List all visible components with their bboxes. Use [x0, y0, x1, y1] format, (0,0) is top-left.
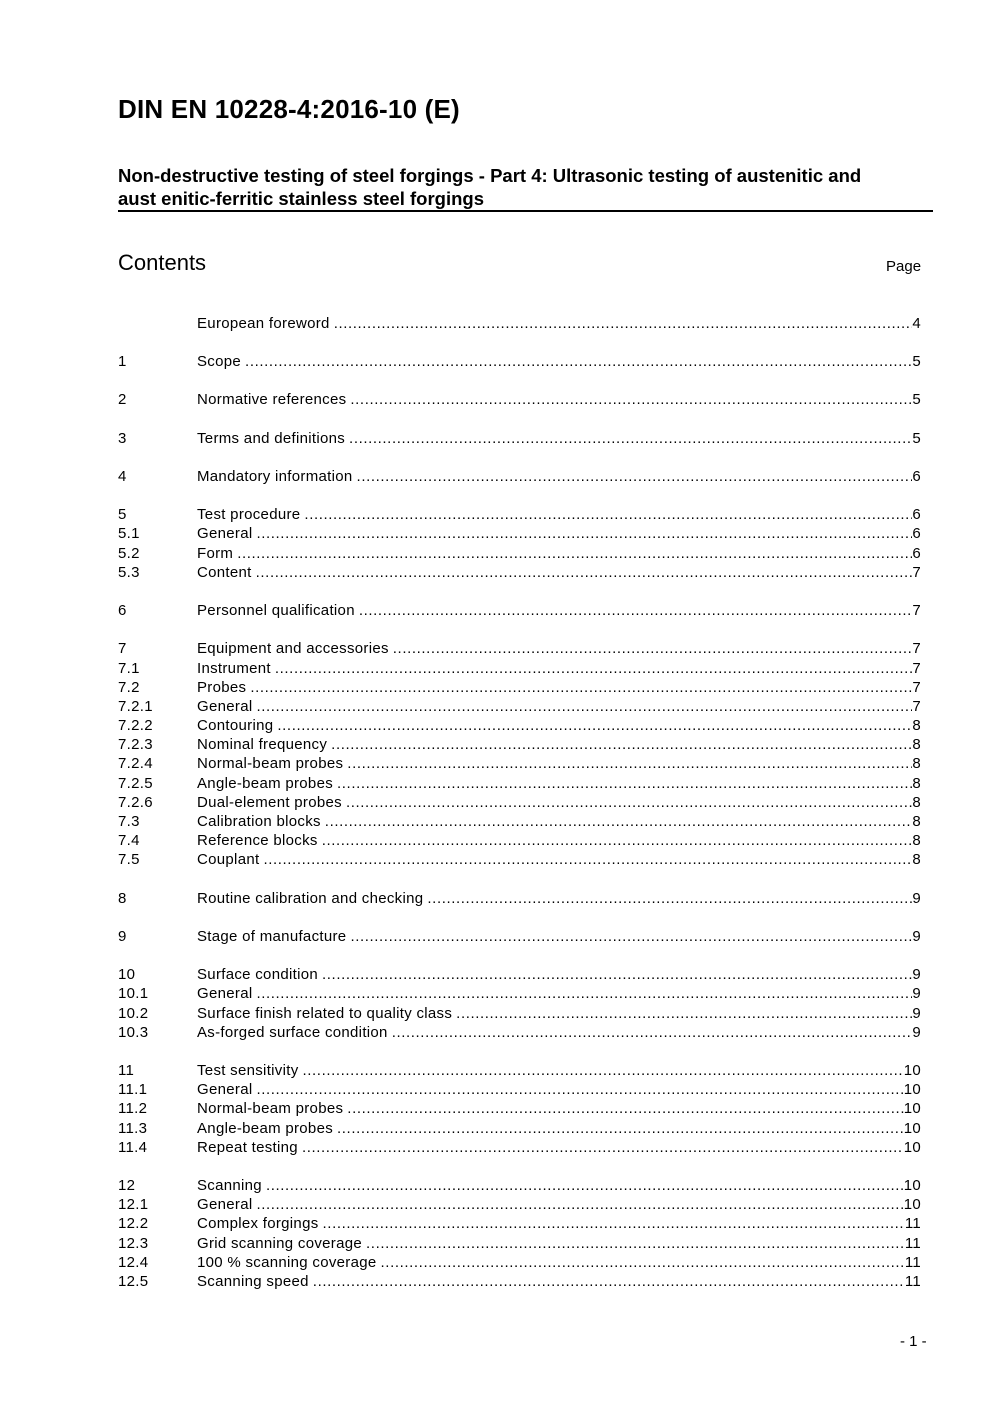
- toc-entry-leader: [337, 775, 912, 792]
- toc-entry-number: 7.5: [118, 851, 140, 868]
- document-subtitle: [118, 164, 933, 210]
- toc-entry-number: 7.2.4: [118, 755, 153, 772]
- toc-entry-page: 11: [904, 1273, 921, 1290]
- toc-entry-number: 10: [118, 966, 136, 983]
- toc-entry-page: 4: [912, 315, 921, 332]
- toc-entry-number: 7.4: [118, 832, 140, 849]
- toc-entry[interactable]: [118, 736, 921, 755]
- toc-entry[interactable]: [118, 1005, 921, 1024]
- toc-entry-page: 10: [903, 1177, 921, 1194]
- subtitle-line-2: aust enitic-ferritic stainless steel forgings: [118, 188, 484, 209]
- toc-entry-leader: [331, 736, 912, 753]
- toc-entry[interactable]: [118, 430, 921, 449]
- toc-entry[interactable]: [118, 794, 921, 813]
- contents-heading: Contents: [118, 250, 207, 275]
- toc-entry-page: 7: [912, 640, 921, 657]
- toc-entry-page: 7: [912, 660, 921, 677]
- toc-entry-page: 10: [903, 1196, 921, 1213]
- toc-entry-page: 6: [912, 468, 921, 485]
- page-column-heading: Page: [886, 258, 922, 275]
- toc-entry[interactable]: [118, 1196, 921, 1215]
- toc-entry-leader: [304, 506, 912, 523]
- toc-entry-leader: [256, 1081, 903, 1098]
- toc-entry[interactable]: [118, 315, 921, 334]
- toc-entry-page: 8: [912, 832, 921, 849]
- toc-entry-page: 11: [904, 1254, 921, 1271]
- toc-entry-leader: [275, 660, 912, 677]
- toc-entry[interactable]: [118, 1081, 921, 1100]
- toc-entry-number: 4: [118, 468, 127, 485]
- toc-entry-number: 7.2: [118, 679, 140, 696]
- toc-entry-number: 2: [118, 391, 127, 408]
- toc-entry-title: Reference blocks: [197, 832, 318, 849]
- toc-entry-title: Form: [197, 545, 234, 562]
- toc-entry-number: 5.3: [118, 564, 140, 581]
- toc-entry-leader: [346, 794, 912, 811]
- toc-entry[interactable]: [118, 985, 921, 1004]
- toc-entry-leader: [237, 545, 912, 562]
- toc-entry-title: Dual-element probes: [197, 794, 342, 811]
- toc-entry-title: Stage of manufacture: [197, 928, 347, 945]
- toc-entry-leader: [456, 1005, 912, 1022]
- toc-entry-title: Couplant: [197, 851, 260, 868]
- toc-entry-leader: [256, 698, 912, 715]
- toc-entry-page: 7: [912, 698, 921, 715]
- toc-entry-number: 12.2: [118, 1215, 149, 1232]
- toc-entry-title: Scanning speed: [197, 1273, 309, 1290]
- toc-entry[interactable]: [118, 391, 921, 410]
- toc-entry-leader: [325, 813, 913, 830]
- toc-entry-page: 11: [904, 1215, 921, 1232]
- toc-entry-leader: [350, 928, 912, 945]
- toc-entry[interactable]: [118, 1062, 921, 1081]
- toc-entry[interactable]: [118, 851, 921, 870]
- toc-entry-page: 10: [903, 1062, 921, 1079]
- toc-entry-leader: [359, 602, 913, 619]
- toc-entry[interactable]: [118, 602, 921, 621]
- toc-entry-title: General: [197, 1196, 253, 1213]
- toc-entry-title: General: [197, 698, 253, 715]
- toc-entry-number: 3: [118, 430, 127, 447]
- toc-entry-page: 6: [912, 506, 921, 523]
- toc-entry-page: 9: [912, 928, 921, 945]
- toc-entry[interactable]: [118, 660, 921, 679]
- toc-entry[interactable]: [118, 717, 921, 736]
- toc-entry-leader: [313, 1273, 905, 1290]
- toc-entry-leader: [277, 717, 912, 734]
- toc-entry-leader: [250, 679, 912, 696]
- toc-entry-title: Nominal frequency: [197, 736, 328, 753]
- toc-entry-page: 9: [912, 890, 921, 907]
- toc-entry-title: Contouring: [197, 717, 274, 734]
- toc-entry[interactable]: [118, 1139, 921, 1158]
- toc-entry-number: 7.2.3: [118, 736, 153, 753]
- toc-entry-page: 10: [903, 1081, 921, 1098]
- toc-entry-leader: [323, 1215, 905, 1232]
- toc-entry-leader: [337, 1120, 904, 1137]
- toc-entry-number: 12.4: [118, 1254, 149, 1271]
- toc-entry-leader: [266, 1177, 904, 1194]
- toc-entry-leader: [303, 1062, 904, 1079]
- toc-entry-page: 8: [912, 755, 921, 772]
- toc-entry-number: 9: [118, 928, 127, 945]
- toc-entry-number: 5.2: [118, 545, 140, 562]
- toc-entry-title: Normal-beam probes: [197, 1100, 344, 1117]
- toc-entry-page: 10: [903, 1139, 921, 1156]
- toc-entry-number: 11.2: [118, 1100, 148, 1117]
- title-divider: [118, 210, 933, 212]
- toc-entry-page: 8: [912, 813, 921, 830]
- toc-entry-leader: [347, 1100, 903, 1117]
- toc-entry-number: 5.1: [118, 525, 140, 542]
- toc-entry[interactable]: [118, 1100, 921, 1119]
- toc-entry-page: 9: [912, 985, 921, 1002]
- toc-entry-leader: [256, 525, 912, 542]
- toc-entry-title: Test sensitivity: [197, 1062, 299, 1079]
- toc-entry[interactable]: [118, 1215, 921, 1234]
- toc-entry[interactable]: [118, 1177, 921, 1196]
- toc-entry-number: 11: [118, 1062, 135, 1079]
- toc-entry-page: 8: [912, 717, 921, 734]
- toc-entry-number: 7.2.5: [118, 775, 153, 792]
- toc-entry[interactable]: [118, 640, 921, 659]
- toc-entry-number: 7: [118, 640, 127, 657]
- toc-entry-number: 10.1: [118, 985, 149, 1002]
- toc-entry-leader: [322, 832, 913, 849]
- toc-entry-title: 100 % scanning coverage: [197, 1254, 377, 1271]
- toc-entry-page: 8: [912, 775, 921, 792]
- toc-entry-title: Complex forgings: [197, 1215, 319, 1232]
- toc-entry-leader: [256, 1196, 903, 1213]
- toc-entry-page: 7: [912, 679, 921, 696]
- toc-entry-number: 12: [118, 1177, 136, 1194]
- toc-entry[interactable]: [118, 468, 921, 487]
- toc-entry-title: General: [197, 525, 253, 542]
- toc-entry-title: Terms and definitions: [197, 430, 346, 447]
- toc-entry-title: Instrument: [197, 660, 271, 677]
- toc-entry-title: Content: [197, 564, 252, 581]
- toc-entry-page: 5: [912, 353, 921, 370]
- toc-entry-leader: [392, 1024, 913, 1041]
- toc-entry-title: Surface condition: [197, 966, 319, 983]
- toc-entry-title: Angle-beam probes: [197, 1120, 334, 1137]
- toc-entry[interactable]: [118, 1273, 921, 1292]
- toc-entry-number: 12.1: [118, 1196, 149, 1213]
- toc-entry-leader: [427, 890, 912, 907]
- toc-entry-page: 8: [912, 851, 921, 868]
- toc-entry[interactable]: [118, 890, 921, 909]
- toc-entry-leader: [393, 640, 913, 657]
- toc-entry-title: Normative references: [197, 391, 347, 408]
- toc-entry-page: 10: [903, 1120, 921, 1137]
- toc-entry-leader: [302, 1139, 904, 1156]
- toc-entry-leader: [357, 468, 913, 485]
- toc-entry-page: 9: [912, 966, 921, 983]
- toc-entry[interactable]: [118, 832, 921, 851]
- toc-entry-title: Surface finish related to quality class: [197, 1005, 453, 1022]
- toc-entry-leader: [322, 966, 912, 983]
- toc-entry-page: 6: [912, 545, 921, 562]
- toc-entry-number: 11.1: [118, 1081, 148, 1098]
- toc-entry-number: 7.1: [118, 660, 140, 677]
- toc-entry[interactable]: [118, 679, 921, 698]
- toc-entry-title: Scanning: [197, 1177, 262, 1194]
- toc-entry[interactable]: [118, 1120, 921, 1139]
- toc-entry-page: 7: [912, 564, 921, 581]
- toc-entry-leader: [263, 851, 912, 868]
- subtitle-line-1: Non-destructive testing of steel forgings - Part 4: Ultrasonic testing of austenitic and: [118, 165, 862, 186]
- toc-entry-number: 10.2: [118, 1005, 149, 1022]
- toc-entry[interactable]: [118, 698, 921, 717]
- toc-entry-number: 1: [118, 353, 127, 370]
- toc-entry-number: 7.2.2: [118, 717, 153, 734]
- toc-entry-page: 11: [904, 1235, 921, 1252]
- toc-entry-number: 11.3: [118, 1120, 148, 1137]
- toc-entry-page: 9: [912, 1024, 921, 1041]
- toc-entry-number: 5: [118, 506, 127, 523]
- toc-entry-page: 6: [912, 525, 921, 542]
- toc-entry-title: Mandatory information: [197, 468, 353, 485]
- toc-entry-number: 11.4: [118, 1139, 148, 1156]
- toc-entry-page: 5: [912, 391, 921, 408]
- toc-entry-title: Repeat testing: [197, 1139, 298, 1156]
- toc-entry-number: 7.2.6: [118, 794, 153, 811]
- toc-entry-title: Equipment and accessories: [197, 640, 389, 657]
- toc-entry-leader: [256, 564, 913, 581]
- toc-entry[interactable]: [118, 775, 921, 794]
- toc-entry-title: Probes: [197, 679, 247, 696]
- toc-entry-page: 5: [912, 430, 921, 447]
- toc-entry[interactable]: [118, 564, 921, 583]
- toc-entry-title: Test procedure: [197, 506, 301, 523]
- toc-entry-page: 8: [912, 736, 921, 753]
- toc-entry-title: General: [197, 985, 253, 1002]
- toc-entry-page: 8: [912, 794, 921, 811]
- toc-entry-title: Normal-beam probes: [197, 755, 344, 772]
- toc-entry-number: 7.2.1: [118, 698, 153, 715]
- toc-entry-leader: [381, 1254, 905, 1271]
- toc-entry[interactable]: [118, 545, 921, 564]
- toc-entry[interactable]: [118, 755, 921, 774]
- toc-entry-page: 7: [912, 602, 921, 619]
- toc-entry-leader: [256, 985, 912, 1002]
- toc-entry-title: Routine calibration and checking: [197, 890, 424, 907]
- toc-entry-leader: [245, 353, 912, 370]
- toc-entry-number: 7.3: [118, 813, 140, 830]
- toc-entry-title: Angle-beam probes: [197, 775, 334, 792]
- toc-entry-leader: [349, 430, 912, 447]
- toc-entry-title: Personnel qualification: [197, 602, 355, 619]
- document-id: DIN EN 10228-4:2016-10 (E): [118, 94, 460, 124]
- toc-entry-title: Calibration blocks: [197, 813, 321, 830]
- page-number: - 1 -: [900, 1333, 927, 1350]
- toc-entry-title: European foreword: [197, 315, 330, 332]
- toc-entry[interactable]: [118, 353, 921, 372]
- toc-entry-title: As-forged surface condition: [197, 1024, 388, 1041]
- toc-entry[interactable]: [118, 1254, 921, 1273]
- toc-entry-number: 12.3: [118, 1235, 149, 1252]
- toc-entry-title: General: [197, 1081, 253, 1098]
- toc-entry-number: 6: [118, 602, 127, 619]
- toc-entry[interactable]: [118, 1235, 921, 1254]
- toc-entry[interactable]: [118, 525, 921, 544]
- toc-entry-title: Grid scanning coverage: [197, 1235, 363, 1252]
- toc-entry[interactable]: [118, 506, 921, 525]
- toc-entry-leader: [347, 755, 912, 772]
- toc-entry-title: Scope: [197, 353, 242, 370]
- toc-entry[interactable]: [118, 928, 921, 947]
- toc-entry[interactable]: [118, 813, 921, 832]
- toc-entry-leader: [334, 315, 913, 332]
- toc-entry-number: 8: [118, 890, 127, 907]
- toc-entry-page: 9: [912, 1005, 921, 1022]
- toc-entry-number: 12.5: [118, 1273, 149, 1290]
- toc-entry-leader: [366, 1235, 905, 1252]
- toc-entry-number: 10.3: [118, 1024, 149, 1041]
- toc-entry[interactable]: [118, 966, 921, 985]
- toc-entry[interactable]: [118, 1024, 921, 1043]
- toc-entry-page: 10: [903, 1100, 921, 1117]
- toc-entry-leader: [350, 391, 912, 408]
